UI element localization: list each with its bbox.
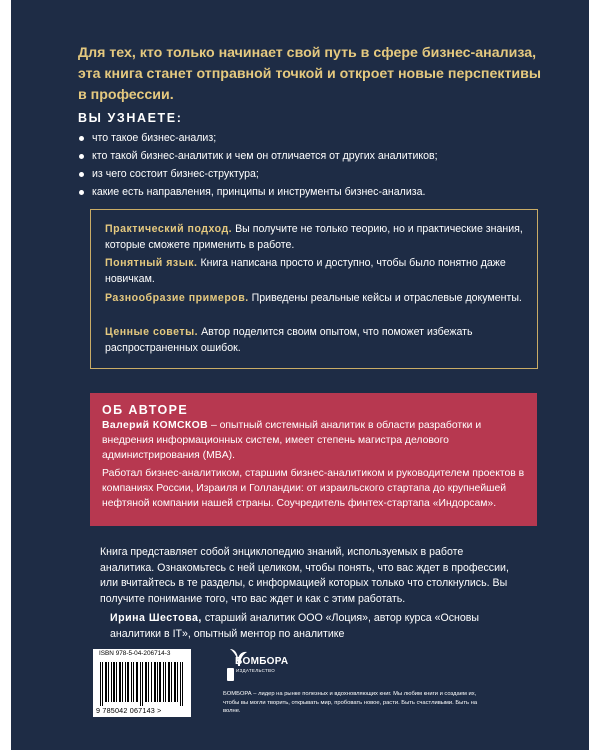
feature-item [105, 325, 525, 356]
feature-item [105, 256, 525, 287]
bullet-icon [79, 172, 84, 177]
feature-item [105, 222, 525, 253]
publisher-tagline: БОМБОРА – лидер на рынке полезных и вдохновляющих книг. Мы любим книги и создаем их, чтобы вы могли творить, открывать мир, пробовать новое, расти. Быть счастливыми. Быть на волне. [223, 691, 478, 714]
barcode [93, 649, 191, 717]
learn-heading: ВЫ УЗНАЕТЕ: [78, 111, 183, 125]
barcode-bars [100, 662, 185, 706]
feature-item [105, 291, 525, 307]
feature-title: Ценные советы. [105, 326, 199, 338]
publisher-name: БОМБОРА [235, 656, 289, 667]
feature-title: Разнообразие примеров. [105, 292, 249, 304]
barcode-number: 9 785042 067143 > [96, 706, 162, 715]
bullet-icon [79, 136, 84, 141]
list-item-text: из чего состоит бизнес-структура; [92, 168, 259, 180]
author-name: Валерий КОМСКОВ [102, 420, 209, 431]
about-heading: ОБ АВТОРЕ [102, 403, 189, 417]
list-item [78, 129, 438, 147]
reviewer-credit [110, 611, 520, 642]
feature-title: Практический подход. [105, 223, 233, 235]
intro-text: Для тех, кто только начинает свой путь в сфере бизнес-анализа, эта книга станет отправной точкой и откроет новые перспективы в профессии. [78, 45, 541, 103]
list-item [78, 165, 438, 183]
author-career: Работал бизнес-аналитиком, старшим бизнес-аналитиком и руководителем проектов в компаниях России, Израиля и Голландии: от израильского стартапа до крупнейшей нефтяной компании нашей страны. Соучредитель финтех-стартапа «Индорсам». [102, 468, 525, 509]
list-item-text: какие есть направления, принципы и инструменты бизнес-анализа. [92, 186, 426, 198]
list-item-text: что такое бизнес-анализ; [92, 132, 217, 144]
feature-text: Книга написана просто и доступно, чтобы было понятно даже новичкам. [105, 257, 506, 285]
list-item [78, 183, 438, 201]
bullet-icon [79, 190, 84, 195]
about-author-panel [90, 393, 537, 526]
isbn-label: ISBN 978-5-04-206714-3 [99, 650, 171, 657]
list-item-text: кто такой бизнес-аналитик и чем он отличается от других аналитиков; [92, 150, 438, 162]
reviewer-name: Ирина Шестова, [110, 612, 202, 624]
bullet-icon [79, 154, 84, 159]
publisher-subtitle: ИЗДАТЕЛЬСТВО [236, 668, 276, 673]
feature-text: Вы получите не только теорию, но и практические знания, которые сможете применить в работе. [105, 223, 523, 251]
author-bio [102, 418, 532, 463]
book-back-cover [11, 0, 589, 750]
feature-text: Автор поделится своим опытом, что поможет избежать распространенных ошибок. [105, 326, 473, 354]
feature-text: Приведены реальные кейсы и отраслевые документы. [251, 292, 522, 304]
list-item [78, 147, 438, 165]
author-bio-text: – опытный системный аналитик в области разработки и внедрения информационных систем, имеет степень магистра делового администрирования (MBA). [102, 420, 482, 461]
feature-title: Понятный язык. [105, 257, 198, 269]
review-text: Книга представляет собой энциклопедию знаний, используемых в работе аналитика. Ознакомьтесь с ней целиком, чтобы понять, что вас ждет в профессии, или вчитайтесь в те разделы, с информацией которых только что столкнулись. Вы получите понимание того, что вас ждет и как с этим работать. [100, 546, 509, 605]
reviewer-description: старший аналитик ООО «Лоция», автор курса «Основы аналитики в IT», опытный ментор по аналитике [110, 612, 479, 640]
learn-list [78, 129, 438, 201]
features-box [90, 209, 538, 369]
